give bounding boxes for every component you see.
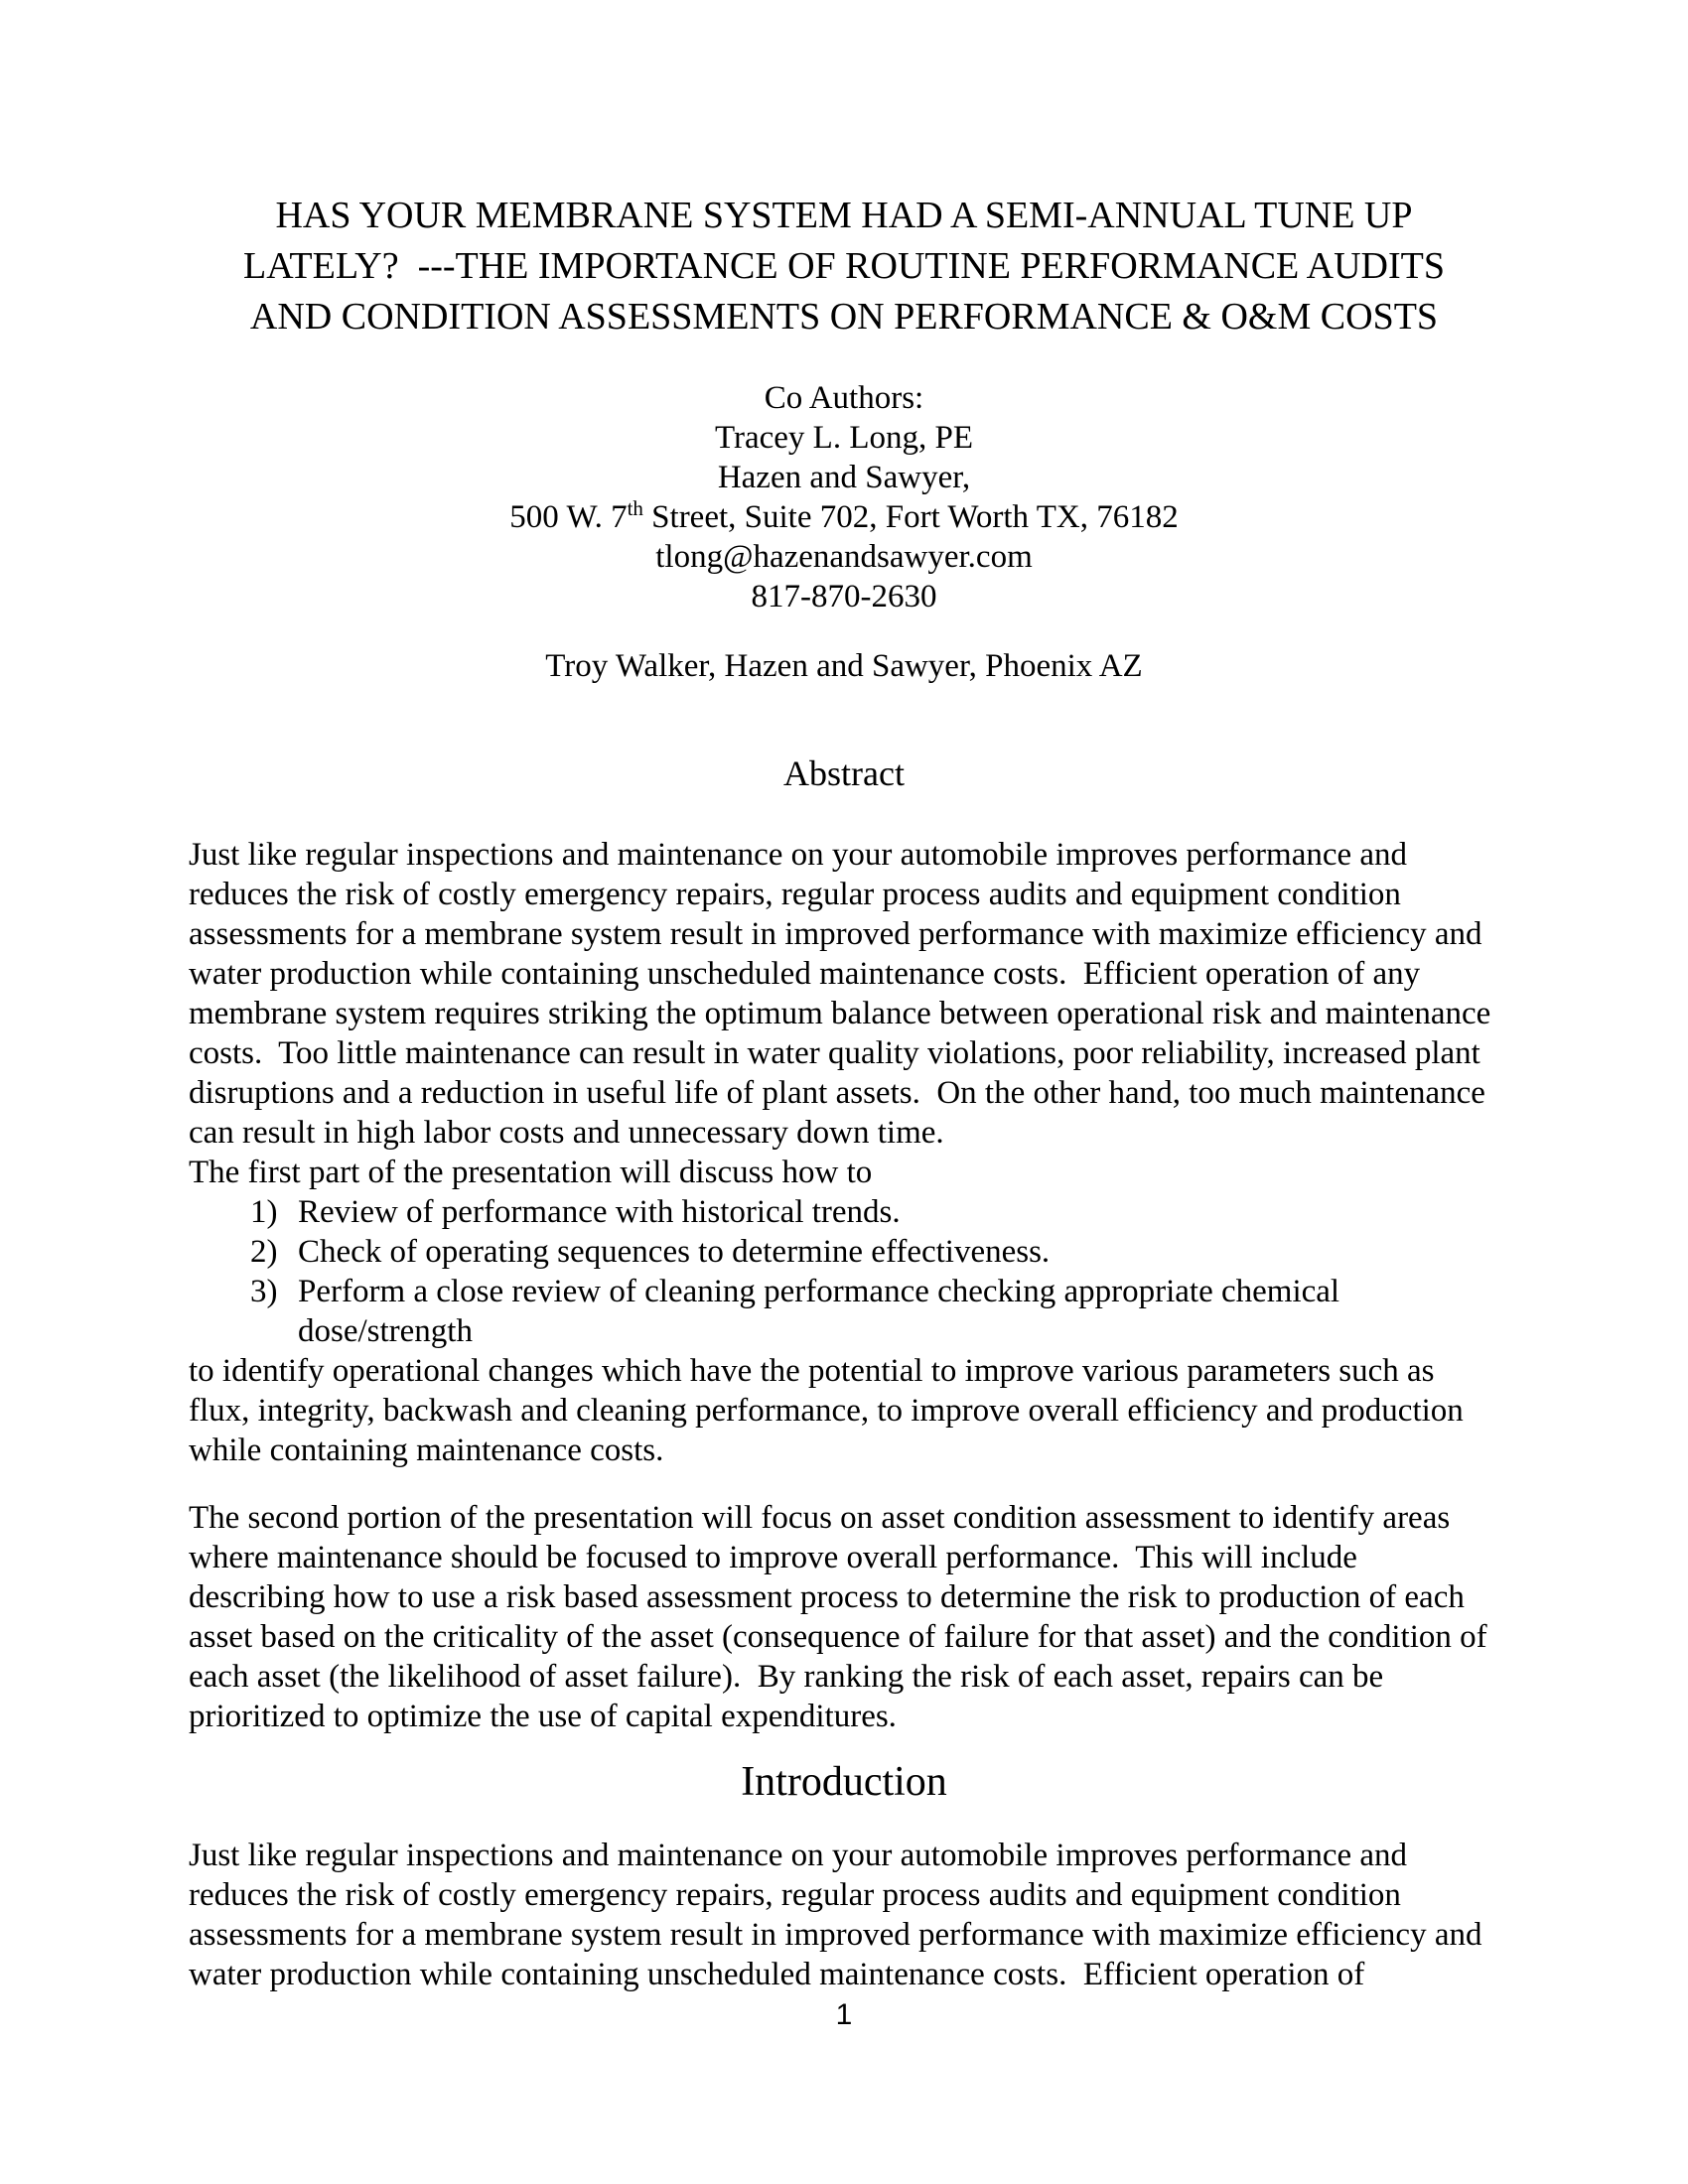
- list-item: [189, 1272, 1499, 1351]
- second-author-line: Troy Walker, Hazen and Sawyer, Phoenix AZ: [545, 648, 1143, 684]
- list-item-number: 1): [250, 1194, 278, 1230]
- list-item: [189, 1192, 1499, 1232]
- list-item-text: Review of performance with historical trends.: [298, 1194, 901, 1230]
- abstract-paragraph-1: Just like regular inspections and maintenance on your automobile improves performance and reduces the risk of costly emergency repairs, regular process audits and equipment condition assessments for a membrane system result in improved performance with maximize efficiency and water production while containing unscheduled maintenance costs. Efficient operation of any membrane system requires striking the optimum balance between operational risk and maintenance costs. Too little maintenance can result in water quality violations, poor reliability, increased plant disruptions and a reduction in useful life of plant assets. On the other hand, too much maintenance can result in high labor costs and unnecessary down time.: [189, 837, 1499, 1151]
- list-item: [189, 1232, 1499, 1272]
- numbered-list: [189, 1192, 1499, 1351]
- author-address-superscript: th: [627, 496, 643, 520]
- title-line-1: HAS YOUR MEMBRANE SYSTEM HAD A SEMI-ANNUAL TUNE UP: [275, 195, 1413, 236]
- list-item-text: Check of operating sequences to determine effectiveness.: [298, 1234, 1051, 1270]
- title-line-3: AND CONDITION ASSESSMENTS ON PERFORMANCE & O&M COSTS: [249, 296, 1439, 338]
- author-address-post: Street, Suite 702, Fort Worth TX, 76182: [642, 499, 1179, 535]
- list-outro: to identify operational changes which have the potential to improve various parameters such as flux, integrity, backwash and cleaning performance, to improve overall efficiency and production while containing maintenance costs.: [189, 1353, 1473, 1468]
- author-organization: Hazen and Sawyer,: [717, 460, 971, 495]
- author-address-pre: 500 W. 7: [509, 499, 628, 535]
- author-block: [189, 378, 1499, 616]
- title-line-2: LATELY? ---THE IMPORTANCE OF ROUTINE PERFORMANCE AUDITS: [242, 245, 1445, 287]
- list-item-number: 3): [250, 1274, 278, 1309]
- author-address: [189, 497, 1499, 537]
- introduction-heading: Introduction: [741, 1759, 947, 1805]
- page-number: 1: [835, 1998, 853, 2031]
- list-item-text: Perform a close review of cleaning performance checking appropriate chemical dose/strength: [298, 1274, 1348, 1349]
- co-authors-label: Co Authors:: [764, 380, 924, 416]
- list-item-number: 2): [250, 1234, 278, 1270]
- author-phone: 817-870-2630: [751, 579, 937, 614]
- document-title: [189, 191, 1499, 342]
- abstract-heading: Abstract: [783, 753, 905, 793]
- author-email: tlong@hazenandsawyer.com: [655, 539, 1033, 575]
- list-intro-line: The first part of the presentation will discuss how to: [189, 1155, 873, 1190]
- introduction-paragraph: Just like regular inspections and maintenance on your automobile improves performance and reduces the risk of costly emergency repairs, regular process audits and equipment condition assessments for a membrane system result in improved performance with maximize efficiency and water production while containing unscheduled maintenance costs. Efficient operation of: [189, 1838, 1490, 1992]
- abstract-paragraph-2: The second portion of the presentation will focus on asset condition assessment to identify areas where maintenance should be focused to improve overall performance. This will include describing how to use a risk based assessment process to determine the risk to production of each asset based on the criticality of the asset (consequence of failure for that asset) and the condition of each asset (the likelihood of asset failure). By ranking the risk of each asset, repairs can be prioritized to optimize the use of capital expenditures.: [189, 1500, 1495, 1734]
- author-name: Tracey L. Long, PE: [714, 420, 973, 456]
